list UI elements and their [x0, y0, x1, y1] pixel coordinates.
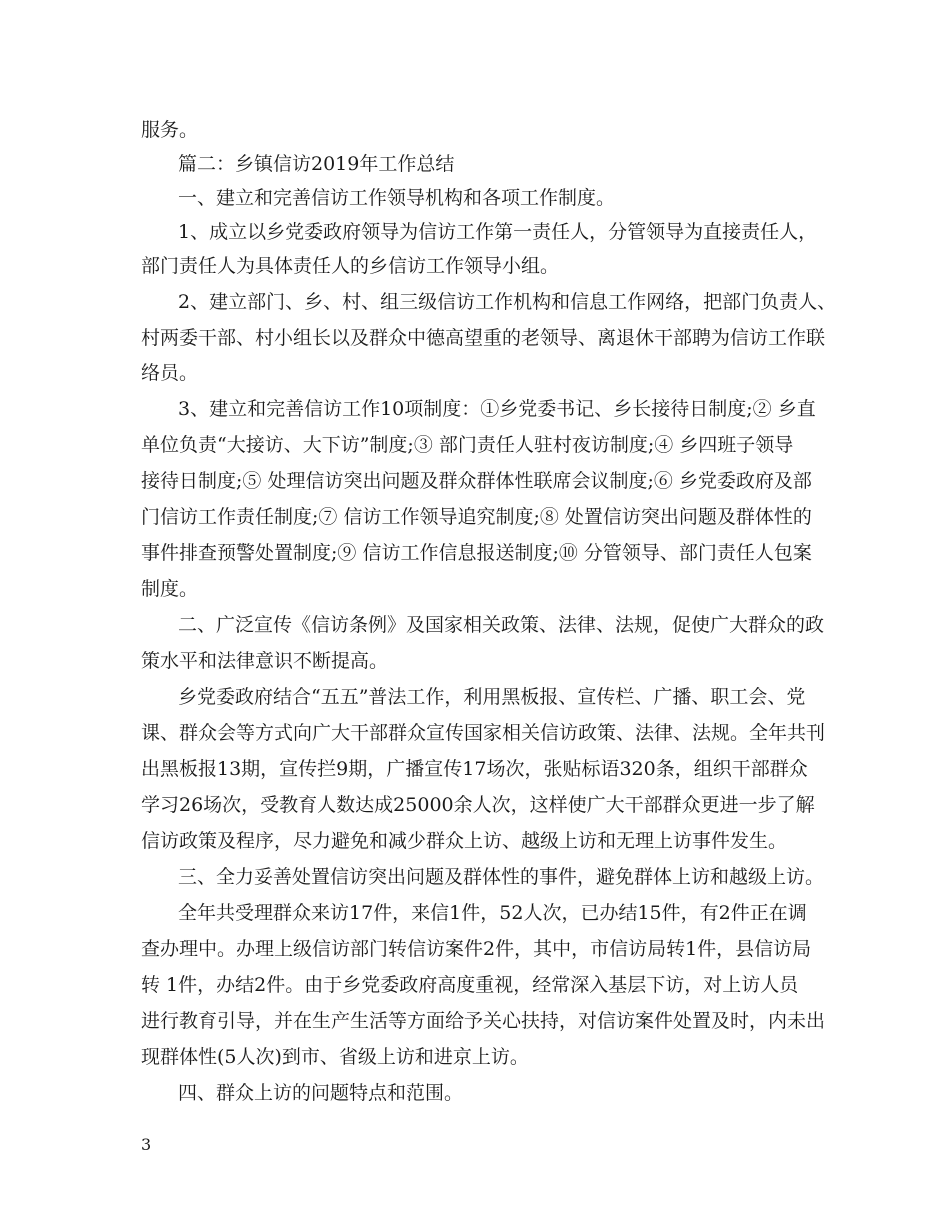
section-heading: 篇二：乡镇信访2019年工作总结 [178, 153, 455, 175]
text-line: 部门责任人为具体责任人的乡信访工作领导小组。 [141, 255, 560, 277]
text-line: 络员。 [141, 362, 199, 384]
text-line: 进行教育引导，并在生产生活等方面给予关心扶持，对信访案件处置及时，内未出 [141, 1010, 826, 1032]
text-line: 2、建立部门、乡、村、组三级信访工作机构和信息工作网络，把部门负责人、 [178, 291, 837, 313]
text-line: 接待日制度;⑤ 处理信访突出问题及群众群体性联席会议制度;⑥ 乡党委政府及部 [141, 470, 812, 492]
text-line: 学习26场次，受教育人数达成25000余人次，这样使广大干部群众更进一步了解 [141, 794, 815, 816]
text-line: 查办理中。办理上级信访部门转信访案件2件，其中，市信访局转1件，县信访局 [141, 938, 812, 960]
text-line: 策水平和法律意识不断提高。 [141, 650, 389, 672]
text-line: 1、成立以乡党委政府领导为信访工作第一责任人，分管领导为直接责任人， [178, 221, 818, 243]
text-line: 现群体性(5人次)到市、省级上访和进京上访。 [141, 1046, 529, 1068]
text-line: 单位负责“大接访、大下访”制度;③ 部门责任人驻村夜访制度;④ 乡四班子领导 [141, 434, 794, 456]
section-heading: 三、全力妥善处置信访突出问题及群体性的事件，避免群体上访和越级上访。 [178, 866, 825, 888]
page-number: 3 [141, 1135, 152, 1154]
text-line: 全年共受理群众来访17件，来信1件，52人次，已办结15件，有2件正在调 [178, 902, 807, 924]
text-line: 乡党委政府结合“五五”普法工作，利用黑板报、宣传栏、广播、职工会、党 [178, 686, 806, 708]
text-line: 课、群众会等方式向广大干部群众宣传国家相关信访政策、法律、法规。全年共刊 [141, 722, 826, 744]
text-line: 信访政策及程序，尽力避免和减少群众上访、越级上访和无理上访事件发生。 [141, 830, 788, 852]
section-heading: 一、建立和完善信访工作领导机构和各项工作制度。 [178, 187, 616, 209]
section-heading: 四、群众上访的问题特点和范围。 [178, 1082, 464, 1104]
section-heading: 二、广泛宣传《信访条例》及国家相关政策、法律、法规，促使广大群众的政 [178, 614, 825, 636]
text-line: 村两委干部、村小组长以及群众中德高望重的老领导、离退休干部聘为信访工作联 [141, 327, 826, 349]
text-line: 转 1件，办结2件。由于乡党委政府高度重视，经常深入基层下访，对上访人员 [141, 974, 799, 996]
text-line: 出黑板报13期，宣传拦9期，广播宣传17场次，张贴标语320条，组织干部群众 [141, 758, 808, 780]
text-line: 事件排查预警处置制度;⑨ 信访工作信息报送制度;⑩ 分管领导、部门责任人包案 [141, 542, 812, 564]
text-line: 3、建立和完善信访工作10项制度：①乡党委书记、乡长接待日制度;② 乡直 [178, 398, 816, 420]
text-line: 制度。 [141, 578, 199, 600]
text-line: 服务。 [141, 119, 199, 141]
text-line: 门信访工作责任制度;⑦ 信访工作领导追究制度;⑧ 处置信访突出问题及群体性的 [141, 506, 812, 528]
